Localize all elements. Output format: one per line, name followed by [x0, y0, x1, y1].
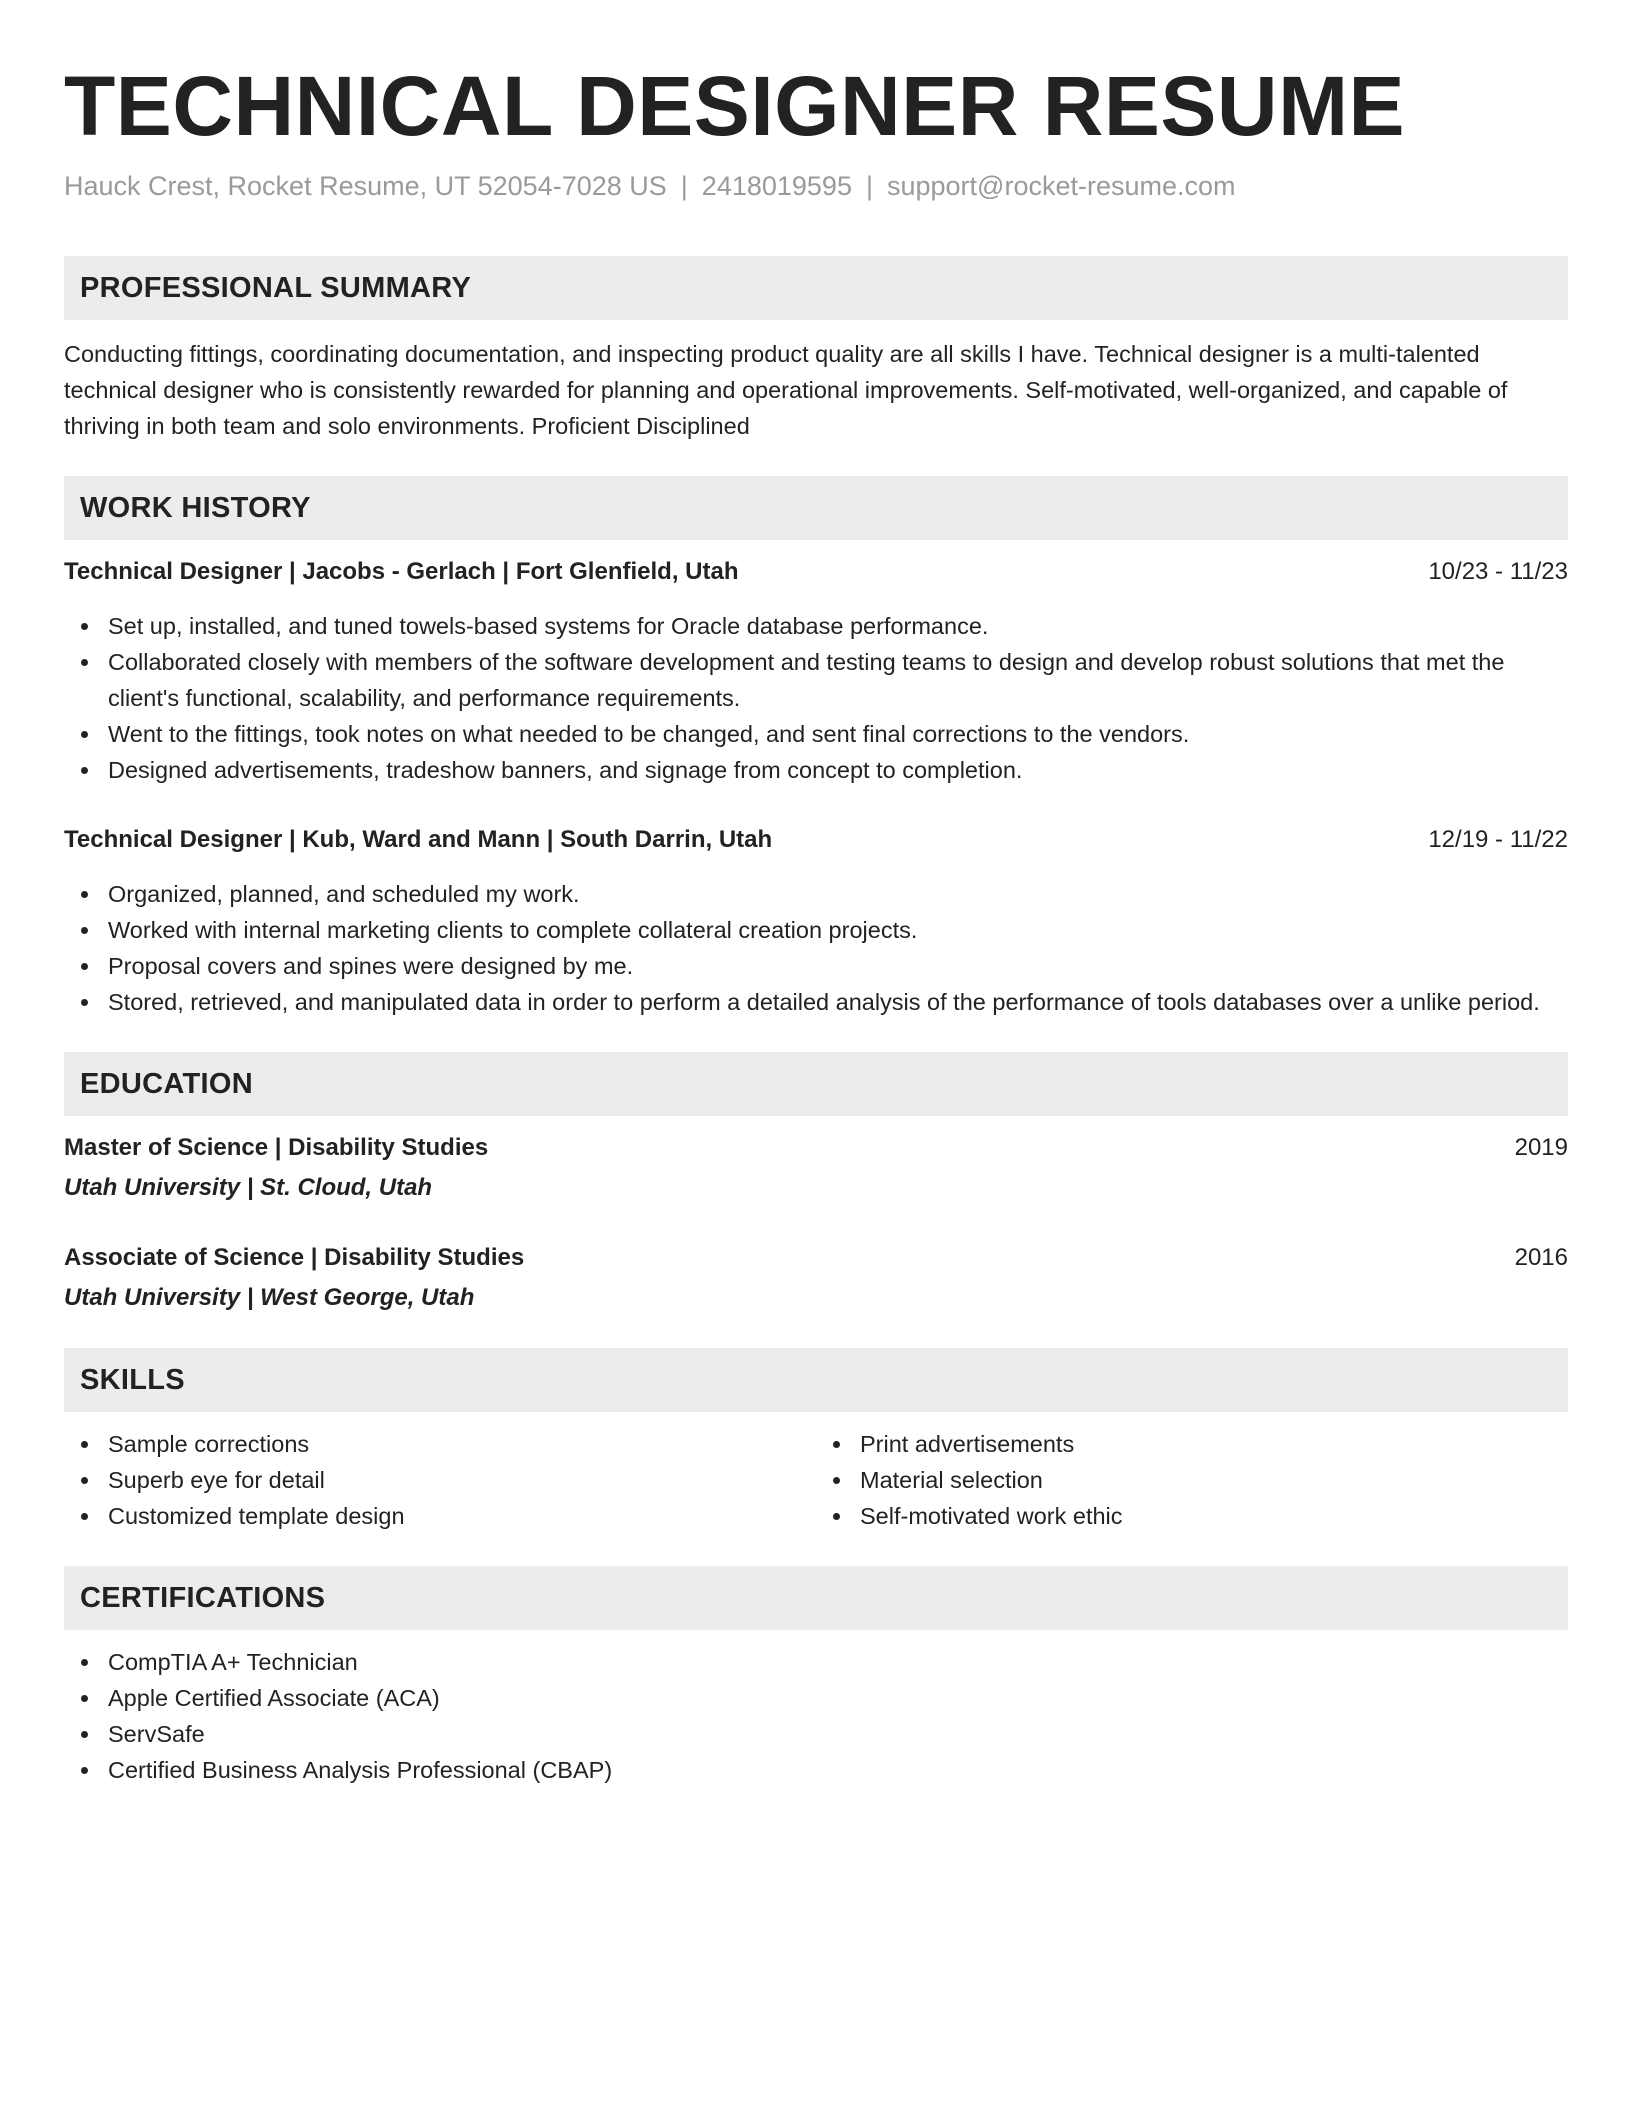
list-item: Stored, retrieved, and manipulated data in order to perform a detailed analysis of the performance of tools databases over a unlike period.: [64, 984, 1568, 1020]
list-item: CompTIA A+ Technician: [64, 1644, 1568, 1680]
education-year: 2019: [1514, 1134, 1568, 1161]
education-degree: Associate of Science | Disability Studies: [64, 1244, 525, 1271]
education-entry: [64, 1130, 1568, 1206]
resume-title: TECHNICAL DESIGNER RESUME: [64, 59, 1406, 153]
list-item: Collaborated closely with members of the software development and testing teams to design and develop robust solutions that met the client's functional, scalability, and performance requirements.: [64, 644, 1568, 716]
contact-email[interactable]: support@rocket-resume.com: [886, 171, 1236, 201]
list-item: Certified Business Analysis Professional (CBAP): [64, 1752, 1568, 1788]
summary-text: Conducting fittings, coordinating documentation, and inspecting product quality are all skills I have. Technical designer is a multi-talented technical designer who is consistently rewarded for planning and operational improvements. Self-motivated, well-organized, and capable of thriving in both team and solo environments. Proficient Disciplined: [64, 341, 1508, 439]
list-item: Customized template design: [64, 1498, 816, 1534]
certifications-section-header: [64, 1566, 1568, 1630]
list-item: Self-motivated work ethic: [816, 1498, 1568, 1534]
education-degree: Master of Science | Disability Studies: [64, 1134, 489, 1161]
job-heading-row: [64, 822, 1568, 858]
job-entry: [64, 822, 1568, 1020]
job-bullets: [64, 876, 1568, 1020]
education-school: Utah University | St. Cloud, Utah: [64, 1174, 433, 1201]
list-item: Sample corrections: [64, 1426, 816, 1462]
section-title: CERTIFICATIONS: [80, 1581, 326, 1614]
job-entry: [64, 554, 1568, 788]
contact-address: Hauck Crest, Rocket Resume, UT 52054-7028 US: [64, 171, 667, 201]
skills-column-right: [816, 1426, 1568, 1534]
section-title: SKILLS: [80, 1363, 185, 1396]
contact-line: [64, 168, 1568, 204]
job-dates: 10/23 - 11/23: [1428, 558, 1568, 585]
list-item: Superb eye for detail: [64, 1462, 816, 1498]
list-item: Went to the fittings, took notes on what needed to be changed, and sent final corrections to the vendors.: [64, 716, 1568, 752]
skills-section-header: [64, 1348, 1568, 1412]
skills-column-left: [64, 1426, 816, 1534]
education-year: 2016: [1514, 1244, 1568, 1271]
job-heading: Technical Designer | Kub, Ward and Mann | South Darrin, Utah: [64, 826, 773, 853]
education-section-header: [64, 1052, 1568, 1116]
education-entry: [64, 1240, 1568, 1316]
list-item: Proposal covers and spines were designed by me.: [64, 948, 1568, 984]
list-item: Worked with internal marketing clients to complete collateral creation projects.: [64, 912, 1568, 948]
job-bullets: [64, 608, 1568, 788]
list-item: Print advertisements: [816, 1426, 1568, 1462]
education-school: Utah University | West George, Utah: [64, 1284, 475, 1311]
list-item: Designed advertisements, tradeshow banners, and signage from concept to completion.: [64, 752, 1568, 788]
contact-separator: |: [680, 171, 688, 201]
job-dates: 12/19 - 11/22: [1428, 826, 1568, 853]
job-heading: Technical Designer | Jacobs - Gerlach | Fort Glenfield, Utah: [64, 558, 739, 585]
list-item: Material selection: [816, 1462, 1568, 1498]
contact-separator: |: [865, 171, 873, 201]
list-item: Set up, installed, and tuned towels-based systems for Oracle database performance.: [64, 608, 1568, 644]
education-heading-row: [64, 1130, 1568, 1166]
section-title: WORK HISTORY: [80, 491, 311, 524]
list-item: Apple Certified Associate (ACA): [64, 1680, 1568, 1716]
summary-section-header: [64, 256, 1568, 320]
list-item: Organized, planned, and scheduled my work.: [64, 876, 1568, 912]
list-item: ServSafe: [64, 1716, 1568, 1752]
section-title: EDUCATION: [80, 1067, 253, 1100]
skills-grid: [64, 1426, 1568, 1534]
work-history-section-header: [64, 476, 1568, 540]
certifications-list: [64, 1644, 1568, 1788]
job-heading-row: [64, 554, 1568, 590]
section-title: PROFESSIONAL SUMMARY: [80, 271, 472, 304]
contact-phone: 2418019595: [701, 171, 852, 201]
education-heading-row: [64, 1240, 1568, 1276]
